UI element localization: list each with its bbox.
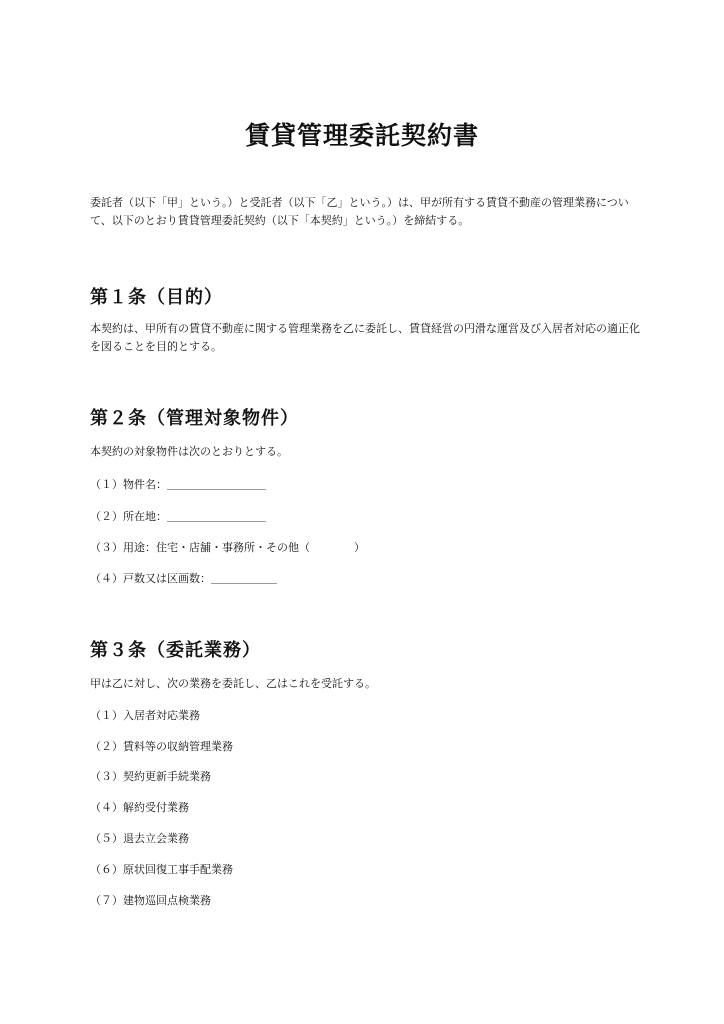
article-2-intro: 本契約の対象物件は次のとおりとする。	[90, 445, 288, 458]
article-3-heading: 第３条（委託業務）	[90, 640, 261, 661]
article-3-item-5: （５）退去立会業務	[90, 832, 189, 845]
article-1-body: 本契約は、甲所有の賃貸不動産に関する管理業務を乙に委託し、賃貸経営の円滑な運営及び入居者対応の適正化を図ることを目的とする。	[90, 322, 640, 353]
article-3-item-7: （７）建物巡回点検業務	[90, 894, 211, 907]
preamble-paragraph: 委託者（以下「甲」という。）と受託者（以下「乙」という。）は、甲が所有する賃貸不動産の管理業務について、以下のとおり賃貸管理委託契約（以下「本契約」という。）を締結する。	[90, 196, 629, 227]
article-2-heading: 第２条（管理対象物件）	[90, 408, 299, 429]
document-title: 賃貸管理委託契約書	[244, 121, 479, 150]
article-2-item-2: （２）所在地：＿＿＿＿＿＿＿＿＿	[90, 510, 266, 523]
article-3-item-4: （４）解約受付業務	[90, 801, 189, 814]
article-2-item-4: （４）戸数又は区画数：＿＿＿＿＿＿	[90, 572, 277, 585]
article-3-item-3: （３）契約更新手続業務	[90, 770, 211, 783]
article-1-heading: 第１条（目的）	[90, 287, 223, 308]
article-3-intro: 甲は乙に対し、次の業務を委託し、乙はこれを受託する。	[90, 677, 376, 690]
article-3-item-6: （６）原状回復工事手配業務	[90, 863, 233, 876]
article-3-item-1: （１）入居者対応業務	[90, 709, 200, 722]
article-2-item-3: （３）用途：住宅・店舗・事務所・その他（ ）	[90, 541, 365, 554]
article-3-item-2: （２）賃料等の収納管理業務	[90, 740, 233, 753]
article-2-item-1: （１）物件名：＿＿＿＿＿＿＿＿＿	[90, 478, 266, 491]
